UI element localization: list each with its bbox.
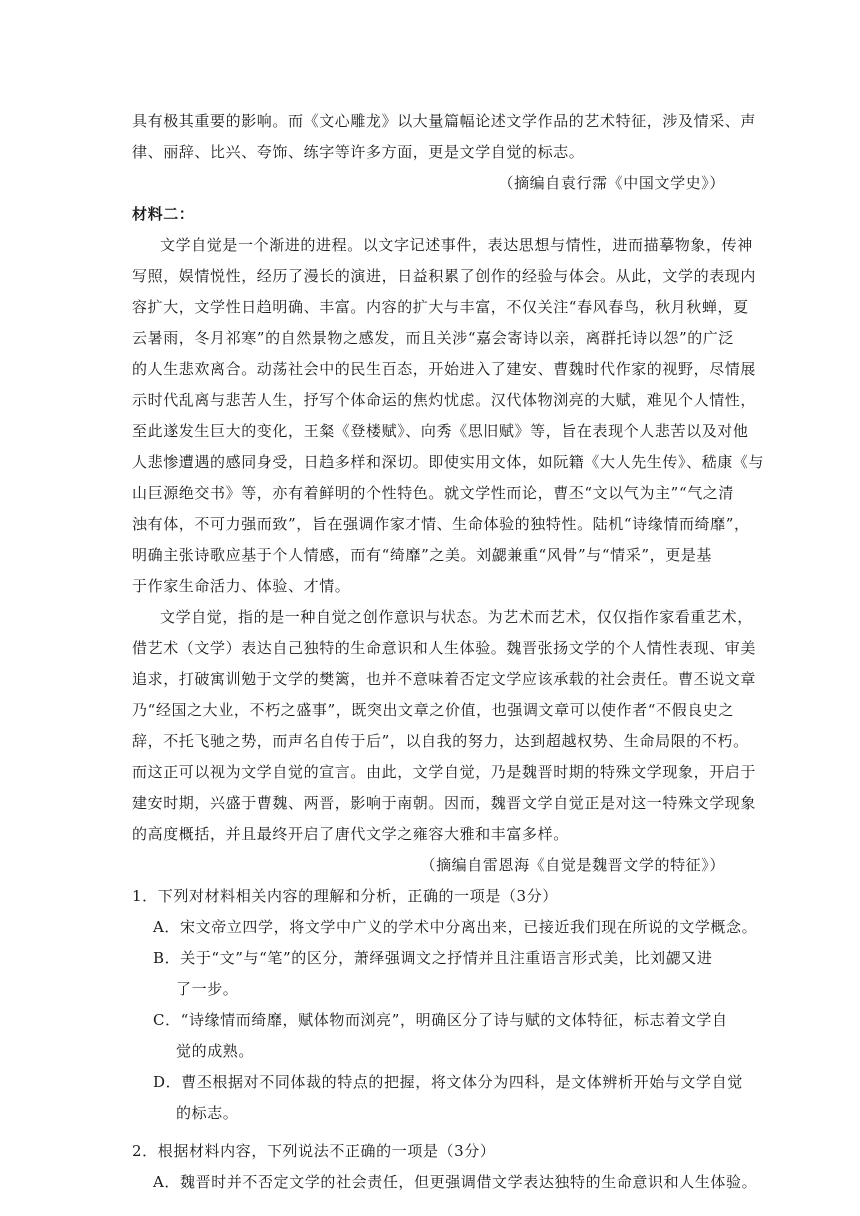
option-a: A．宋文帝立四学，将文学中广义的学术中分离出来，已接近我们现在所说的文学概念。 <box>153 918 758 936</box>
option-b: B．关于“文”与“笔”的区分，萧绎强调文之抒情并且注重语言形式美，比刘勰又进 <box>153 949 713 967</box>
text-line: 的人生悲欢离合。动荡社会中的民生百态，开始进入了建安、曹魏时代作家的视野，尽情展 <box>132 360 757 378</box>
text-line: 山巨源绝交书》等，亦有着鲜明的个性特色。就文学性而论，曹丕“文以气为主”“气之清 <box>132 484 735 502</box>
text-line: 律、丽辞、比兴、夸饰、练字等许多方面，更是文学自觉的标志。 <box>132 143 585 161</box>
text-line: 文学自觉，指的是一种自觉之创作意识与状态。为艺术而艺术，仅仅指作家看重艺术， <box>160 608 753 626</box>
text-line: 文学自觉是一个渐进的进程。以文字记述事件，表达思想与情性，进而描摹物象，传神 <box>160 236 753 254</box>
text-line: 明确主张诗歌应基于个人情感，而有“绮靡”之美。刘勰兼重“风骨”与“情采”，更是基 <box>132 546 713 564</box>
text-line: 于作家生命活力、体验、才情。 <box>132 577 351 595</box>
text-line: 追求，打破寓训勉于文学的樊篱，也并不意味着否定文学应该承载的社会责任。曹丕说文章 <box>132 670 757 688</box>
section-heading: 材料二： <box>132 205 195 223</box>
option-d-continued: 的标志。 <box>176 1104 239 1122</box>
text-line: 辞，不托飞驰之势，而声名自传于后”，以自我的努力，达到超越权势、生命局限的不朽。 <box>132 732 749 750</box>
option-d: D．曹丕根据对不同体裁的特点的把握，将文体分为四科，是文体辨析开始与文学自觉 <box>153 1073 743 1091</box>
option-c: C．“诗缘情而绮靡，赋体物而浏亮”，明确区分了诗与赋的文体特征，标志着文学自 <box>153 1011 728 1029</box>
source-citation: （摘编自雷恩海《自觉是魏晋文学的特征》） <box>420 856 725 874</box>
question-stem: 1．下列对材料相关内容的理解和分析，正确的一项是（3分） <box>132 887 558 905</box>
text-line: 具有极其重要的影响。而《文心雕龙》以大量篇幅论述文学作品的艺术特征，涉及情采、声 <box>132 112 757 130</box>
text-line: 云暑雨，冬月祁寒”的自然景物之感发，而且关涉“嘉会寄诗以亲，离群托诗以怨”的广泛 <box>132 329 735 347</box>
text-line: 的高度概括，并且最终开启了唐代文学之雍容大雅和丰富多样。 <box>132 825 569 843</box>
text-line: 乃“经国之大业，不朽之盛事”，既突出文章之价值，也强调文章可以使作者“不假良史之 <box>132 701 735 719</box>
text-line: 而这正可以视为文学自觉的宣言。由此，文学自觉，乃是魏晋时期的特殊文学现象，开启于 <box>132 763 757 781</box>
text-line: 浊有体，不可力强而致”，旨在强调作家才情、生命体验的独特性。陆机“诗缘情而绮靡”， <box>132 515 750 533</box>
option-a: A．魏晋时并不否定文学的社会责任，但更强调借文学表达独特的生命意识和人生体验。 <box>153 1173 758 1191</box>
text-line: 建安时期，兴盛于曹魏、两晋，影响于南朝。因而，魏晋文学自觉正是对这一特殊文学现象 <box>132 794 757 812</box>
text-line: 写照，娱情悦性，经历了漫长的演进，日益积累了创作的经验与体会。从此，文学的表现内 <box>132 267 757 285</box>
text-line: 容扩大，文学性日趋明确、丰富。内容的扩大与丰富，不仅关注“春风春鸟，秋月秋蝉，夏 <box>132 298 749 316</box>
text-line: 人悲惨遭遇的感同身受，日趋多样和深切。即使实用文体，如阮籍《大人先生传》、嵇康《与 <box>132 453 765 471</box>
option-c-continued: 觉的成熟。 <box>176 1042 255 1060</box>
question-stem: 2．根据材料内容，下列说法不正确的一项是（3分） <box>132 1142 496 1160</box>
text-line: 至此遂发生巨大的变化，王粲《登楼赋》、向秀《思旧赋》等，旨在表现个人悲苦以及对他 <box>132 422 749 440</box>
text-line: 示时代乱离与悲苦人生，抒写个体命运的焦灼忧虑。汉代体物浏亮的大赋，难见个人情性， <box>132 391 757 409</box>
option-b-continued: 了一步。 <box>176 980 239 998</box>
source-citation: （摘编自袁行霈《中国文学史》） <box>498 174 725 192</box>
text-line: 借艺术（文学）表达自己独特的生命意识和人生体验。魏晋张扬文学的个人情性表现、审美 <box>132 639 757 657</box>
